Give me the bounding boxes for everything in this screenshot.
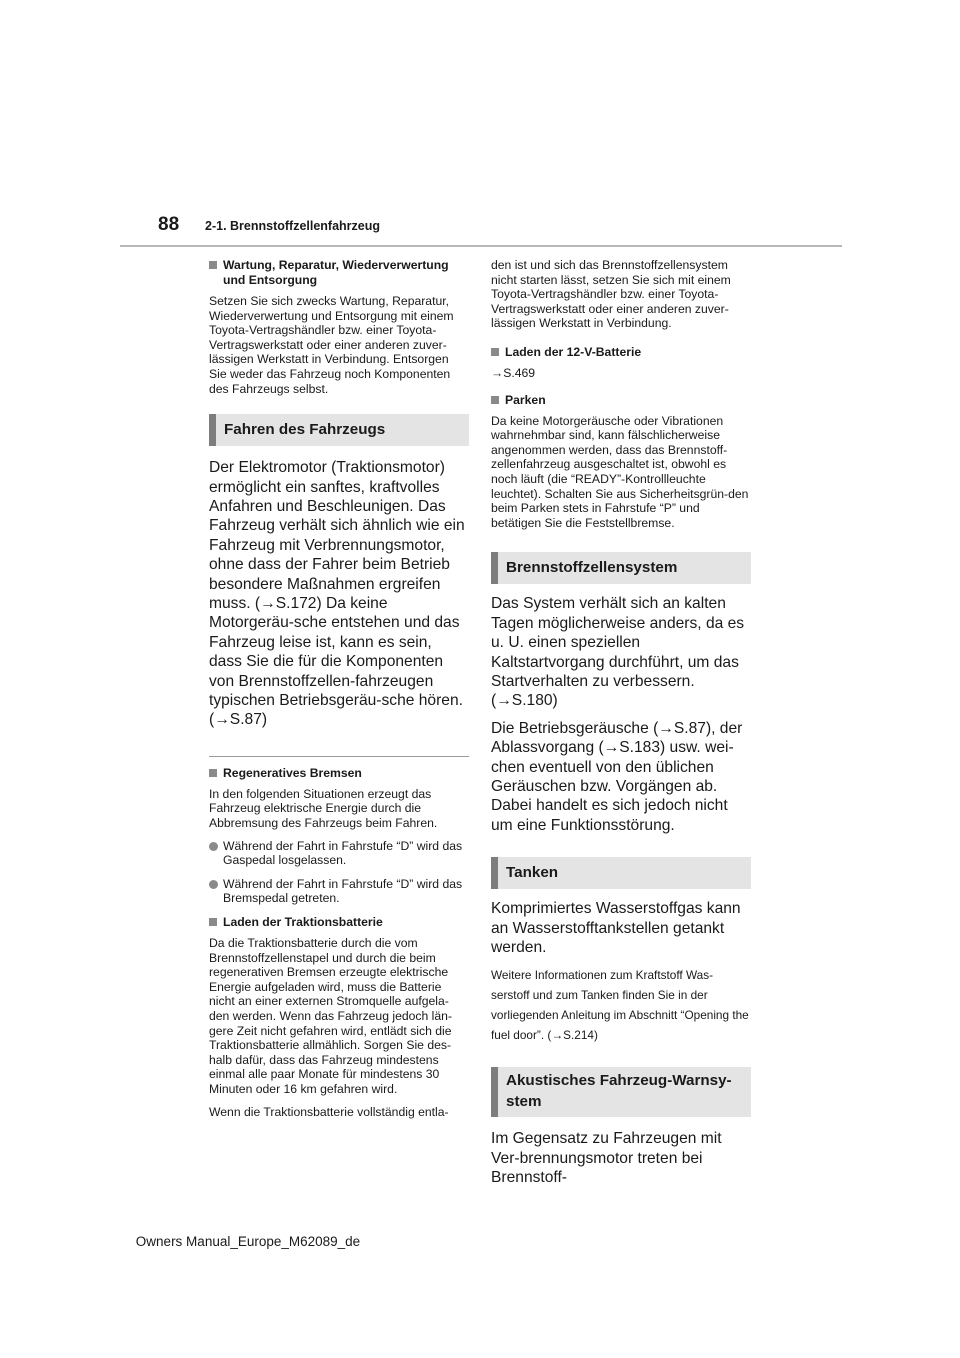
fuel-cell-text-2: Die Betriebsgeräusche (→S.87), der Ablassvorgang (→S.183) usw. wei-chen eventuell von den üblichen Geräuschen bzw. Vorgängen ab. Dabei handelt es sich jedoch nicht um eine Funktionsstörung. xyxy=(491,719,743,834)
refuel-heading: Tanken xyxy=(491,857,751,889)
list-item xyxy=(209,839,469,868)
page-number: 88 xyxy=(158,214,180,235)
driving-heading: Fahren des Fahrzeugs xyxy=(209,414,469,446)
right-column xyxy=(491,258,751,1196)
regen-title: Regeneratives Bremsen xyxy=(223,765,362,780)
battery12-title: Laden der 12-V-Batterie xyxy=(505,344,642,359)
maintenance-title-line-2: und Entsorgung xyxy=(223,273,318,287)
fuel-cell-heading: Brennstoffzellensystem xyxy=(491,552,751,584)
charge-text: Da die Traktionsbatterie durch die vom Brennstoffzellenstapel und durch die beim regenerativen Bremsen erzeugte elektrische Energie aufgeladen wird, muss die Batterie nicht an einer externen Stromquelle aufgela-den werden. Wenn das Fahrzeug jedoch län-gere Zeit nicht gefahren wird, entlädt sich die Traktionsbatterie allmählich. Sorgen Sie des-halb dafür, dass das Fahrzeug mindestens einmal alle paar Monate für mindestens 30 Minuten oder 16 km gefahren wird. xyxy=(209,936,452,1096)
charge-text-continued: Wenn die Traktionsbatterie vollständig entla- xyxy=(209,1104,449,1119)
regen-subheading xyxy=(209,766,469,781)
battery12-subheading xyxy=(491,345,751,360)
parking-title: Parken xyxy=(505,392,546,407)
square-bullet-icon xyxy=(491,348,499,356)
regen-text: In den folgenden Situationen erzeugt das Fahrzeug elektrische Energie durch die Abbremsung des Fahrzeugs beim Fahren. xyxy=(209,786,438,831)
footer xyxy=(0,1234,960,1249)
driving-text: Der Elektromotor (Traktionsmotor) ermöglicht ein sanftes, kraftvolles Anfahren und Beschleunigen. Das Fahrzeug verhält sich ähnlich wie ein Fahrzeug mit Verbrennungsmotor, ohne dass der Fahrer beim Betrieb besondere Maßnahmen ergreifen muss. (→S.172) Da keine Motorgeräu-sche entstehen und das Fahrzeug leise ist, kann es sein, dass Sie die für die Komponenten von Brennstoffzellen-fahrzeugen typischen Betriebsgeräu-sche hören. (→S.87) xyxy=(209,459,465,729)
parking-subheading xyxy=(491,393,751,408)
round-bullet-icon xyxy=(209,842,218,851)
round-bullet-icon xyxy=(209,880,218,889)
left-column xyxy=(209,258,469,1127)
refuel-text: Komprimiertes Wasserstoffgas kann an Wasserstofftankstellen getankt werden. xyxy=(491,900,741,956)
maintenance-text: Setzen Sie sich zwecks Wartung, Reparatur, Wiederverwertung und Entsorgung mit einem Toyota-Vertragshändler bzw. einer Toyota-Vertragswerkstatt oder einer anderen zuver-lässigen Werkstatt in Verbindung. Entsorgen Sie weder das Fahrzeug noch Komponenten des Fahrzeugs selbst. xyxy=(209,294,454,396)
parking-text: Da keine Motorgeräusche oder Vibrationen wahrnehmbar sind, kann fälschlicherweise angenommen werden, dass das Brennstoff-zellenfahrzeug ausgeschaltet ist, obwohl es noch läuft (die “READY”-Kontrollleuchte leuchtet). Schalten Sie aus Sicherheitsgrün-den beim Parken stets in Fahrstufe “P” und betätigen Sie die Feststellbremse. xyxy=(491,413,749,530)
list-item xyxy=(209,877,469,906)
charge-title: Laden der Traktionsbatterie xyxy=(223,915,383,929)
regen-bullet-1: Während der Fahrt in Fahrstufe “D” wird das Gaspedal losgelassen. xyxy=(223,838,463,868)
charge-subheading xyxy=(209,915,469,930)
continued-text: den ist und sich das Brennstoffzellensystem nicht starten lässt, setzen Sie sich mit einem Toyota-Vertragshändler bzw. einer Toyota-Vertragswerkstatt oder einer anderen zuver-lässigen Werkstatt in Verbindung. xyxy=(491,258,731,331)
square-bullet-icon xyxy=(209,261,217,269)
regen-bullet-2: Während der Fahrt in Fahrstufe “D” wird das Bremspedal getreten. xyxy=(223,876,463,906)
refuel-info: Weitere Informationen zum Kraftstoff Was-serstoff und zum Tanken finden Sie in der vorliegenden Anleitung im Abschnitt “Opening the fuel door”. (→S.214) xyxy=(491,968,749,1043)
warning-heading-line-2: stem xyxy=(506,1093,542,1111)
maintenance-subheading xyxy=(209,258,469,288)
battery12-reference: →S.469 xyxy=(491,365,536,380)
square-bullet-icon xyxy=(491,396,499,404)
document-id: Owners Manual_Europe_M62089_de xyxy=(135,1234,361,1249)
fuel-cell-text-1: Das System verhält sich an kalten Tagen möglicherweise anders, da es u. U. einen speziellen Kaltstartvorgang durchführt, um das Startverhalten zu verbessern. (→S.180) xyxy=(491,595,745,710)
header-divider xyxy=(120,245,842,247)
section-title: 2-1. Brennstoffzellenfahrzeug xyxy=(205,219,381,233)
warning-system-heading xyxy=(491,1067,751,1117)
square-bullet-icon xyxy=(209,769,217,777)
section-divider xyxy=(209,756,469,757)
square-bullet-icon xyxy=(209,918,217,926)
warning-heading-line-1: Akustisches Fahrzeug-Warnsy- xyxy=(506,1072,732,1090)
maintenance-title-line-1: Wartung, Reparatur, Wiederverwertung xyxy=(223,258,449,272)
warning-system-text: Im Gegensatz zu Fahrzeugen mit Ver-brennungsmotor treten bei Brennstoff- xyxy=(491,1130,722,1187)
